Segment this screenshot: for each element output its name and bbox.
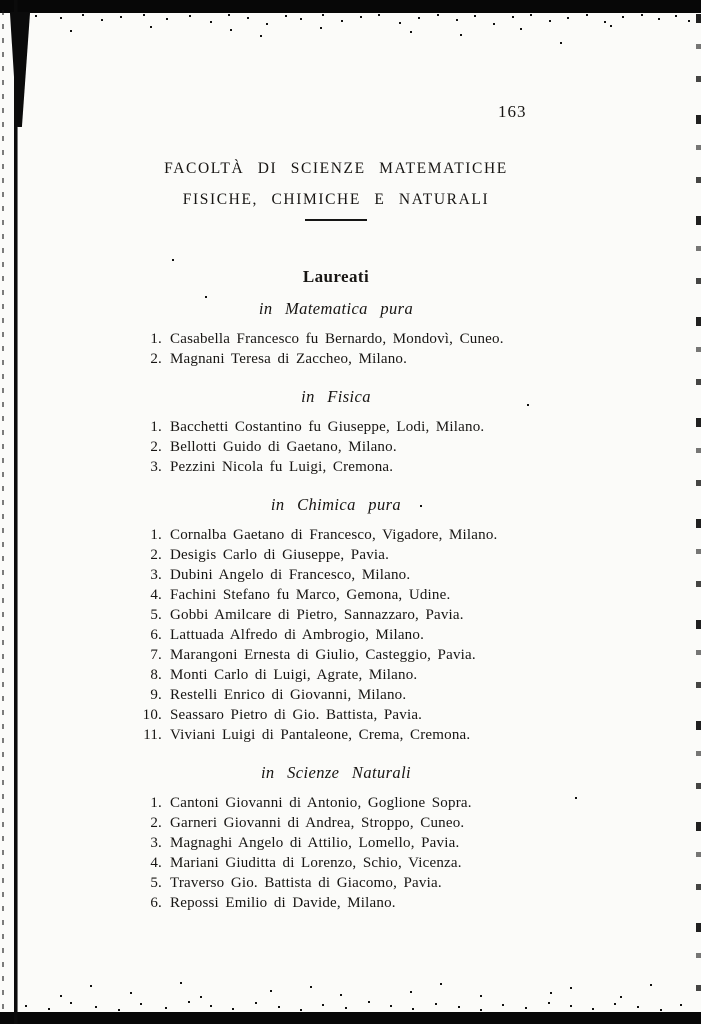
graduate-row [136, 349, 536, 369]
degree-section [136, 762, 536, 913]
graduate-list [136, 417, 536, 477]
degree-section [136, 298, 536, 369]
graduate-row [136, 873, 536, 893]
graduate-row [136, 685, 536, 705]
graduate-number: 11. [143, 727, 162, 743]
graduate-name: Monti Carlo di Luigi, Agrate, Milano. [170, 667, 418, 683]
graduate-list [136, 525, 536, 745]
graduate-name: Gobbi Amilcare di Pietro, Sannazzaro, Pavia. [170, 607, 464, 623]
graduate-number: 1. [150, 331, 162, 347]
graduate-row [136, 725, 536, 745]
graduate-row [136, 585, 536, 605]
graduate-name: Bellotti Guido di Gaetano, Milano. [170, 439, 397, 455]
graduate-row [136, 457, 536, 477]
section-heading: in Scienze Naturali [260, 763, 412, 782]
graduate-number: 7. [150, 647, 162, 663]
graduate-row [136, 417, 536, 437]
graduate-number: 5. [150, 875, 162, 891]
graduate-number: 2. [150, 547, 162, 563]
graduate-number: 2. [150, 815, 162, 831]
scan-noise-bottom [0, 0, 2, 2]
graduate-number: 3. [150, 835, 162, 851]
faculty-title [136, 153, 536, 215]
graduate-number: 9. [150, 687, 162, 703]
graduate-row [136, 329, 536, 349]
graduate-name: Cantoni Giovanni di Antonio, Goglione Sopra. [170, 795, 472, 811]
graduate-list [136, 793, 536, 913]
graduate-name: Desigis Carlo di Giuseppe, Pavia. [170, 547, 390, 563]
graduate-name: Traverso Gio. Battista di Giacomo, Pavia. [170, 875, 442, 891]
graduate-row [136, 853, 536, 873]
graduate-name: Marangoni Ernesta di Giulio, Casteggio, Pavia. [170, 647, 476, 663]
graduate-number: 2. [150, 351, 162, 367]
scan-right-edge-marks [696, 14, 701, 1010]
graduate-name: Restelli Enrico di Giovanni, Milano. [170, 687, 407, 703]
graduate-number: 1. [150, 419, 162, 435]
page-content [136, 153, 536, 913]
graduate-list [136, 329, 536, 369]
graduate-name: Mariani Giuditta di Lorenzo, Schio, Vicenza. [170, 855, 462, 871]
section-heading: in Fisica [301, 387, 371, 406]
scan-edge-top [0, 0, 701, 13]
graduate-number: 4. [150, 587, 162, 603]
graduate-number: 1. [150, 795, 162, 811]
graduate-row [136, 525, 536, 545]
graduate-number: 3. [150, 567, 162, 583]
graduate-row [136, 705, 536, 725]
page-number: 163 [498, 102, 527, 121]
graduate-name: Repossi Emilio di Davide, Milano. [170, 895, 396, 911]
graduate-number: 3. [150, 459, 162, 475]
graduate-name: Casabella Francesco fu Bernardo, Mondovì, Cuneo. [170, 331, 504, 347]
degree-sections [136, 298, 536, 913]
section-heading: in Matematica pura [258, 299, 414, 318]
graduate-row [136, 813, 536, 833]
faculty-title-line2: FISICHE, CHIMICHE E NATURALI [182, 191, 490, 208]
graduate-row [136, 665, 536, 685]
scan-left-faint-line [2, 10, 4, 1014]
graduate-number: 2. [150, 439, 162, 455]
graduate-row [136, 605, 536, 625]
scan-edge-bottom [0, 1012, 701, 1024]
graduate-row [136, 645, 536, 665]
faculty-title-line1: FACOLTÀ DI SCIENZE MATEMATICHE [164, 160, 508, 177]
laureati-heading: Laureati [302, 267, 370, 286]
graduate-row [136, 545, 536, 565]
graduate-name: Dubini Angelo di Francesco, Milano. [170, 567, 411, 583]
title-rule [305, 219, 367, 221]
graduate-number: 10. [142, 707, 162, 723]
graduate-number: 6. [150, 895, 162, 911]
graduate-name: Magnaghi Angelo di Attilio, Lomello, Pavia. [170, 835, 460, 851]
graduate-row [136, 625, 536, 645]
graduate-name: Magnani Teresa di Zaccheo, Milano. [170, 351, 408, 367]
degree-section [136, 386, 536, 477]
binding-gutter-line [14, 0, 18, 1024]
graduate-number: 1. [150, 527, 162, 543]
graduate-number: 8. [150, 667, 162, 683]
graduate-name: Seassaro Pietro di Gio. Battista, Pavia. [170, 707, 423, 723]
graduate-row [136, 437, 536, 457]
graduate-name: Fachini Stefano fu Marco, Gemona, Udine. [170, 587, 451, 603]
graduate-row [136, 793, 536, 813]
section-heading: in Chimica pura [270, 495, 402, 514]
graduate-name: Garneri Giovanni di Andrea, Stroppo, Cuneo. [170, 815, 465, 831]
graduate-number: 4. [150, 855, 162, 871]
graduate-name: Cornalba Gaetano di Francesco, Vigadore, Milano. [170, 527, 498, 543]
graduate-name: Pezzini Nicola fu Luigi, Cremona. [170, 459, 394, 475]
graduate-name: Bacchetti Costantino fu Giuseppe, Lodi, Milano. [170, 419, 485, 435]
graduate-row [136, 565, 536, 585]
graduate-number: 6. [150, 627, 162, 643]
graduate-row [136, 833, 536, 853]
graduate-row [136, 893, 536, 913]
graduate-name: Lattuada Alfredo di Ambrogio, Milano. [170, 627, 425, 643]
graduate-name: Viviani Luigi di Pantaleone, Crema, Cremona. [170, 727, 471, 743]
graduate-number: 5. [150, 607, 162, 623]
degree-section [136, 494, 536, 745]
binding-gutter-wedge [8, 12, 32, 127]
